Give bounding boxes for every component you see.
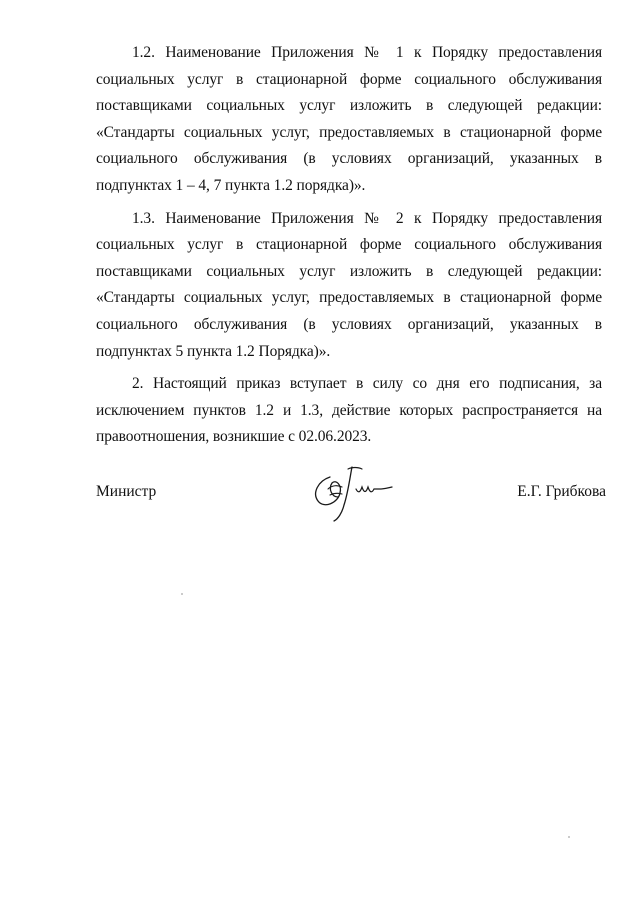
signatory-title: Министр [96, 483, 157, 500]
document-body [96, 40, 602, 451]
signature-block [96, 483, 606, 543]
scan-speck [568, 836, 570, 838]
paragraph-1-2: 1.2. Наименование Приложения № 1 к Порядку предоставления социальных услуг в стационарной форме социального обслуживания поставщиками социальных услуг изложить в следующей редакции: «Стандарты социальных услуг, предоставляемых в стационарной форме социального обслуживания (в условиях организаций, указанных в подпунктах 1 – 4, 7 пункта 1.2 порядка)». [96, 44, 602, 194]
scan-speck [181, 593, 183, 595]
handwritten-signature [308, 463, 398, 525]
signatory-name: Е.Г. Грибкова [517, 483, 606, 500]
paragraph-2: 2. Настоящий приказ вступает в силу со дня его подписания, за исключением пунктов 1.2 и 1.3, действие которых распространяется на правоотношения, возникшие с 02.06.2023. [96, 375, 602, 446]
paragraph-1-3: 1.3. Наименование Приложения № 2 к Порядку предоставления социальных услуг в стационарной форме социального обслуживания поставщиками социальных услуг изложить в следующей редакции: «Стандарты социальных услуг, предоставляемых в стационарной форме социального обслуживания (в условиях организаций, указанных в подпунктах 5 пункта 1.2 Порядка)». [96, 209, 602, 360]
